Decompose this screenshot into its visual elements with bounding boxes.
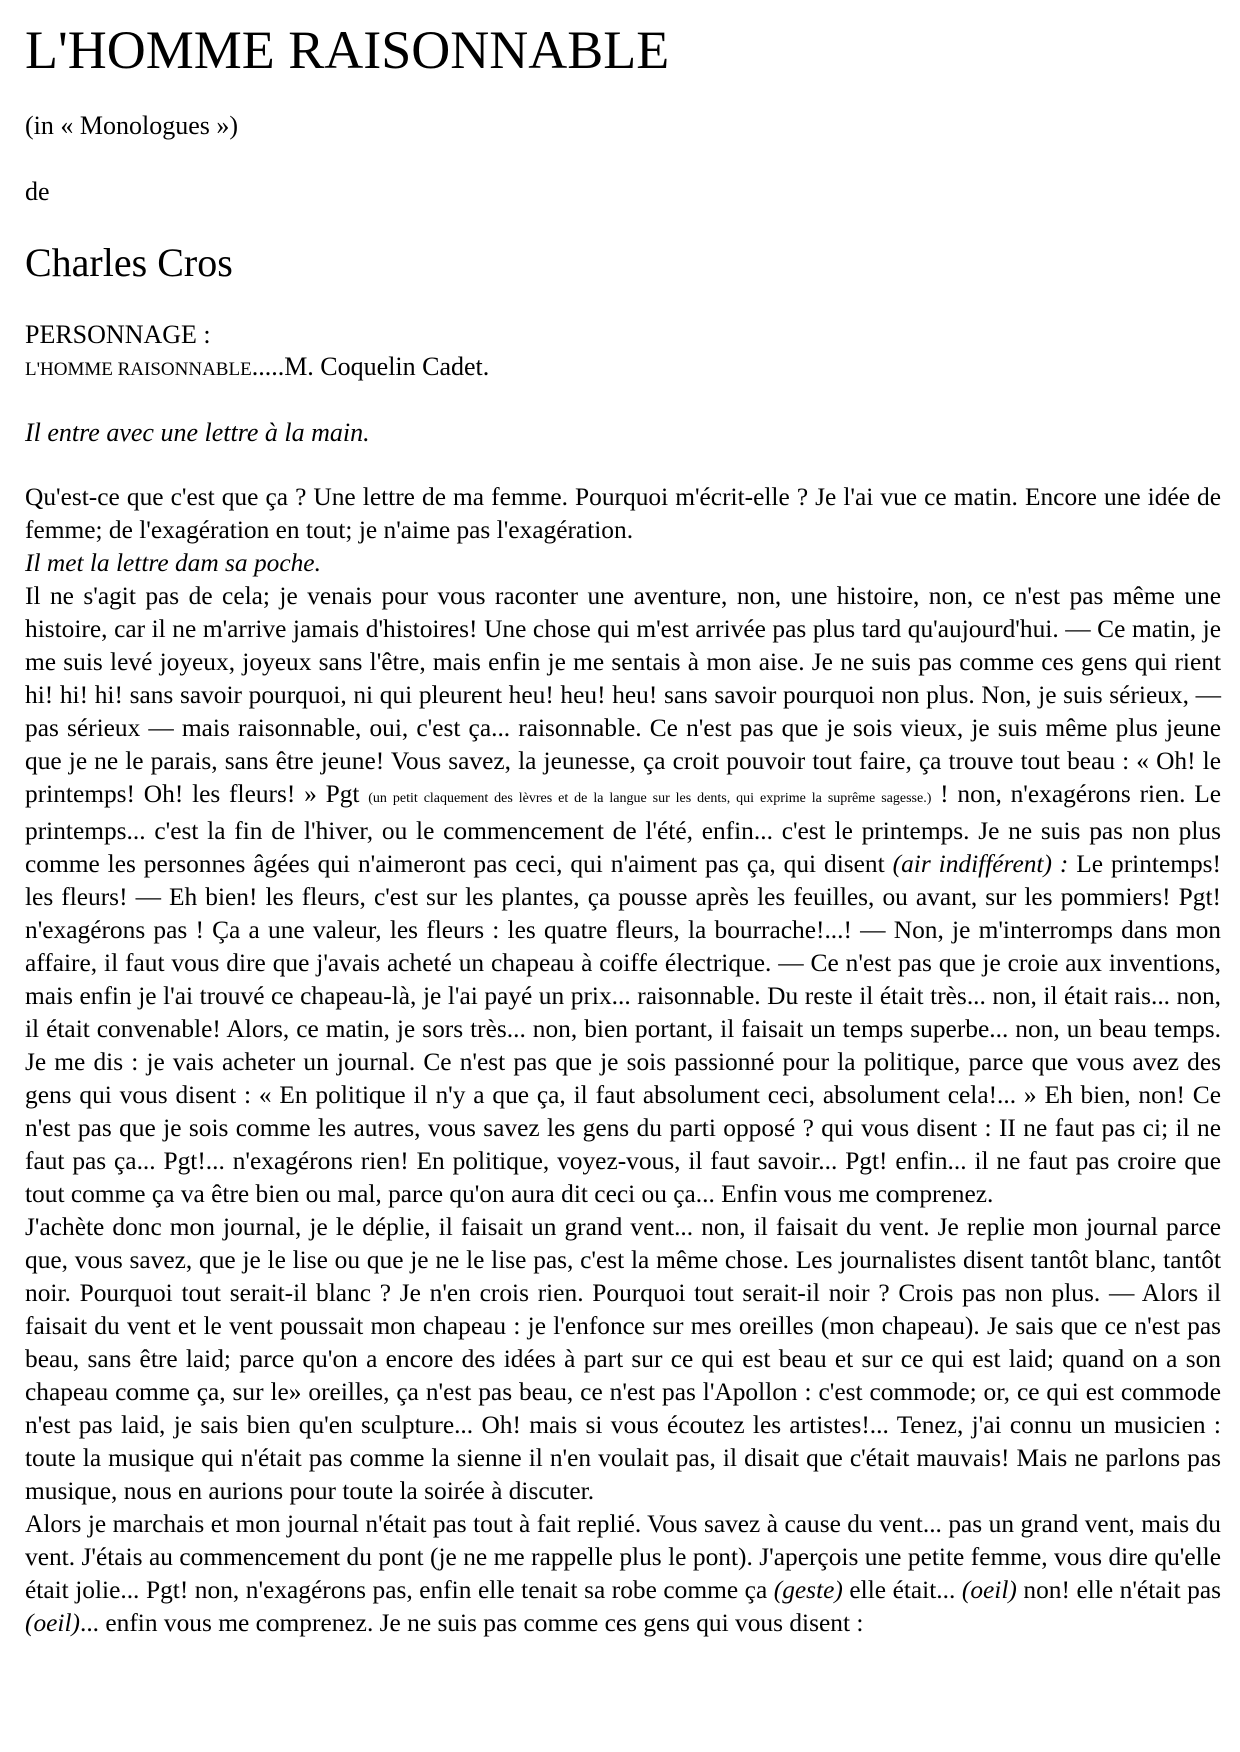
stage-direction-letter: Il met la lettre dam sa poche.	[25, 549, 321, 577]
paragraph-4-part-c: non! elle n'était pas	[1016, 1576, 1222, 1604]
author-preposition: de	[25, 177, 50, 206]
paragraph-2-part-c: Le printemps! les fleurs! — Eh bien! les fleurs, c'est sur les plantes, ça pousse après les feuilles, ou avant, sur les pommiers! Pgt! n'exagérons pas ! Ça a une valeur, les fleurs : les quatre fleurs, la bourrache!...! — Non, je m'interromps dans mon affaire, il faut vous dire que j'avais acheté un chapeau à coiffe électrique. — Ce n'est pas que je croie aux inventions, mais enfin je l'ai trouvé ce chapeau-là, je l'ai payé un prix... raisonnable. Du reste il était très... non, il était rais... non, il était convenable! Alors, ce matin, je sors très... non, bien portant, il faisait un temps superbe... non, un beau temps. Je me dis : je vais acheter un journal. Ce n'est pas que je sois passionné pour la politique, parce que vous avez des gens qui vous disent : « En politique il n'y a que ça, il faut absolument ceci, absolument cela!... » Eh bien, non! Ce n'est pas que je sois comme les autres, vous savez les gens du parti opposé ? qui vous disent : II ne faut pas ci; il ne faut pas ça... Pgt!... n'exagérons rien! En politique, voyez-vous, il faut savoir... Pgt! enfin... il ne faut pas croire que tout comme ça va être bien ou mal, parce qu'on aura dit ceci ou ça... Enfin vous me comprenez.	[25, 850, 1222, 1208]
stage-direction-air: (air indifférent) :	[892, 850, 1069, 878]
monologue-text	[25, 481, 1221, 1640]
document-title: L'HOMME RAISONNABLE	[25, 20, 670, 80]
paragraph-4	[25, 1508, 1221, 1640]
stage-direction-oeil-1: (oeil)	[961, 1576, 1017, 1604]
personnage-actor: M. Coquelin Cadet.	[284, 352, 490, 381]
paragraph-2-part-b: ! non, n'exagérons rien. Le printemps... c'est la fin de l'hiver, ou le commencement de l'été, enfin... c'est le printemps. Je ne suis pas non plus comme les personnes âgées qui n'aimeront pas ceci, qui n'aiment pas ça, qui disent	[25, 780, 1221, 878]
paragraph-4-part-a: Alors je marchais et mon journal n'était pas tout à fait replié. Vous savez à cause du vent... pas un grand vent, mais du vent. J'étais au commencement du pont (je ne me rappelle plus le pont). J'aperçois une petite femme, vous dire qu'elle était jolie... Pgt! non, n'exagérons pas, enfin elle tenait sa robe comme ça	[25, 1510, 1221, 1604]
stage-direction-oeil-2: (oeil)	[25, 1609, 80, 1637]
personnage-label: PERSONNAGE :	[25, 320, 211, 349]
stage-direction-entry: Il entre avec une lettre à la main.	[25, 418, 370, 447]
personnage-line	[25, 351, 489, 386]
paragraph-2-part-a: Il ne s'agit pas de cela; je venais pour vous raconter une aventure, non, une histoire, non, ce n'est pas même une histoire, car il ne m'arrive jamais d'histoires! Une chose qui m'est arrivée pas plus tard qu'aujourd'hui. — Ce matin, je me suis levé joyeux, joyeux sans l'être, mais enfin je me sentais à mon aise. Je ne suis pas comme ces gens qui rient hi! hi! hi! sans savoir pourquoi, ni qui pleurent heu! heu! heu! sans savoir pourquoi non plus. Non, je suis sérieux, — pas sérieux — mais raisonnable, oui, c'est ça... raisonnable. Ce n'est pas que je sois vieux, je suis même plus jeune que je ne le parais, sans être jeune! Vous savez, la jeunesse, ça croit pouvoir tout faire, ça trouve tout beau : « Oh! le printemps! Oh! les fleurs! » Pgt	[25, 582, 1221, 808]
author-name: Charles Cros	[25, 240, 233, 285]
paragraph-1: Qu'est-ce que c'est que ça ? Une lettre de ma femme. Pourquoi m'écrit-elle ? Je l'ai vue ce matin. Encore une idée de femme; de l'exagération en tout; je n'aime pas l'exagération.	[25, 483, 1221, 544]
paragraph-4-part-b: elle était...	[842, 1576, 962, 1604]
stage-note-pgt: (un petit claquement des lèvres et de la langue sur les dents, qui exprime la suprême sagesse.)	[368, 791, 932, 806]
stage-direction-geste: (geste)	[773, 1576, 843, 1604]
paragraph-2	[25, 580, 1221, 1211]
personnage-dots: .....	[251, 352, 285, 381]
paragraph-3: J'achète donc mon journal, je le déplie, il faisait un grand vent... non, il faisait du vent. Je replie mon journal parce que, vous savez, que je le lise ou que je ne le lise pas, c'est la même chose. Les journalistes disent tantôt blanc, tantôt noir. Pourquoi tout serait-il blanc ? Je n'en crois rien. Pourquoi tout serait-il noir ? Crois pas non plus. — Alors il faisait du vent et le vent poussait mon chapeau : je l'enfonce sur mes oreilles (mon chapeau). Je sais que ce n'est pas beau, sans être laid; parce qu'on a encore des idées à part sur ce qui est beau et sur ce qui est laid; quand on a son chapeau comme ça, sur le» oreilles, ça n'est pas beau, ce n'est pas l'Apollon : c'est commode; or, ce qui est commode n'est pas laid, je sais bien qu'en sculpture... Oh! mais si vous écoutez les artistes!... Tenez, j'ai connu un musicien : toute la musique qui n'était pas comme la sienne il n'en voulait pas, il disait que c'était mauvais! Mais ne parlons pas musique, nous en aurions pour toute la soirée à discuter.	[25, 1213, 1221, 1505]
paragraph-4-part-d: ... enfin vous me comprenez. Je ne suis pas comme ces gens qui vous disent :	[79, 1609, 864, 1637]
personnage-role: L'HOMME RAISONNABLE	[25, 359, 252, 380]
document-subtitle: (in « Monologues »)	[25, 111, 239, 140]
